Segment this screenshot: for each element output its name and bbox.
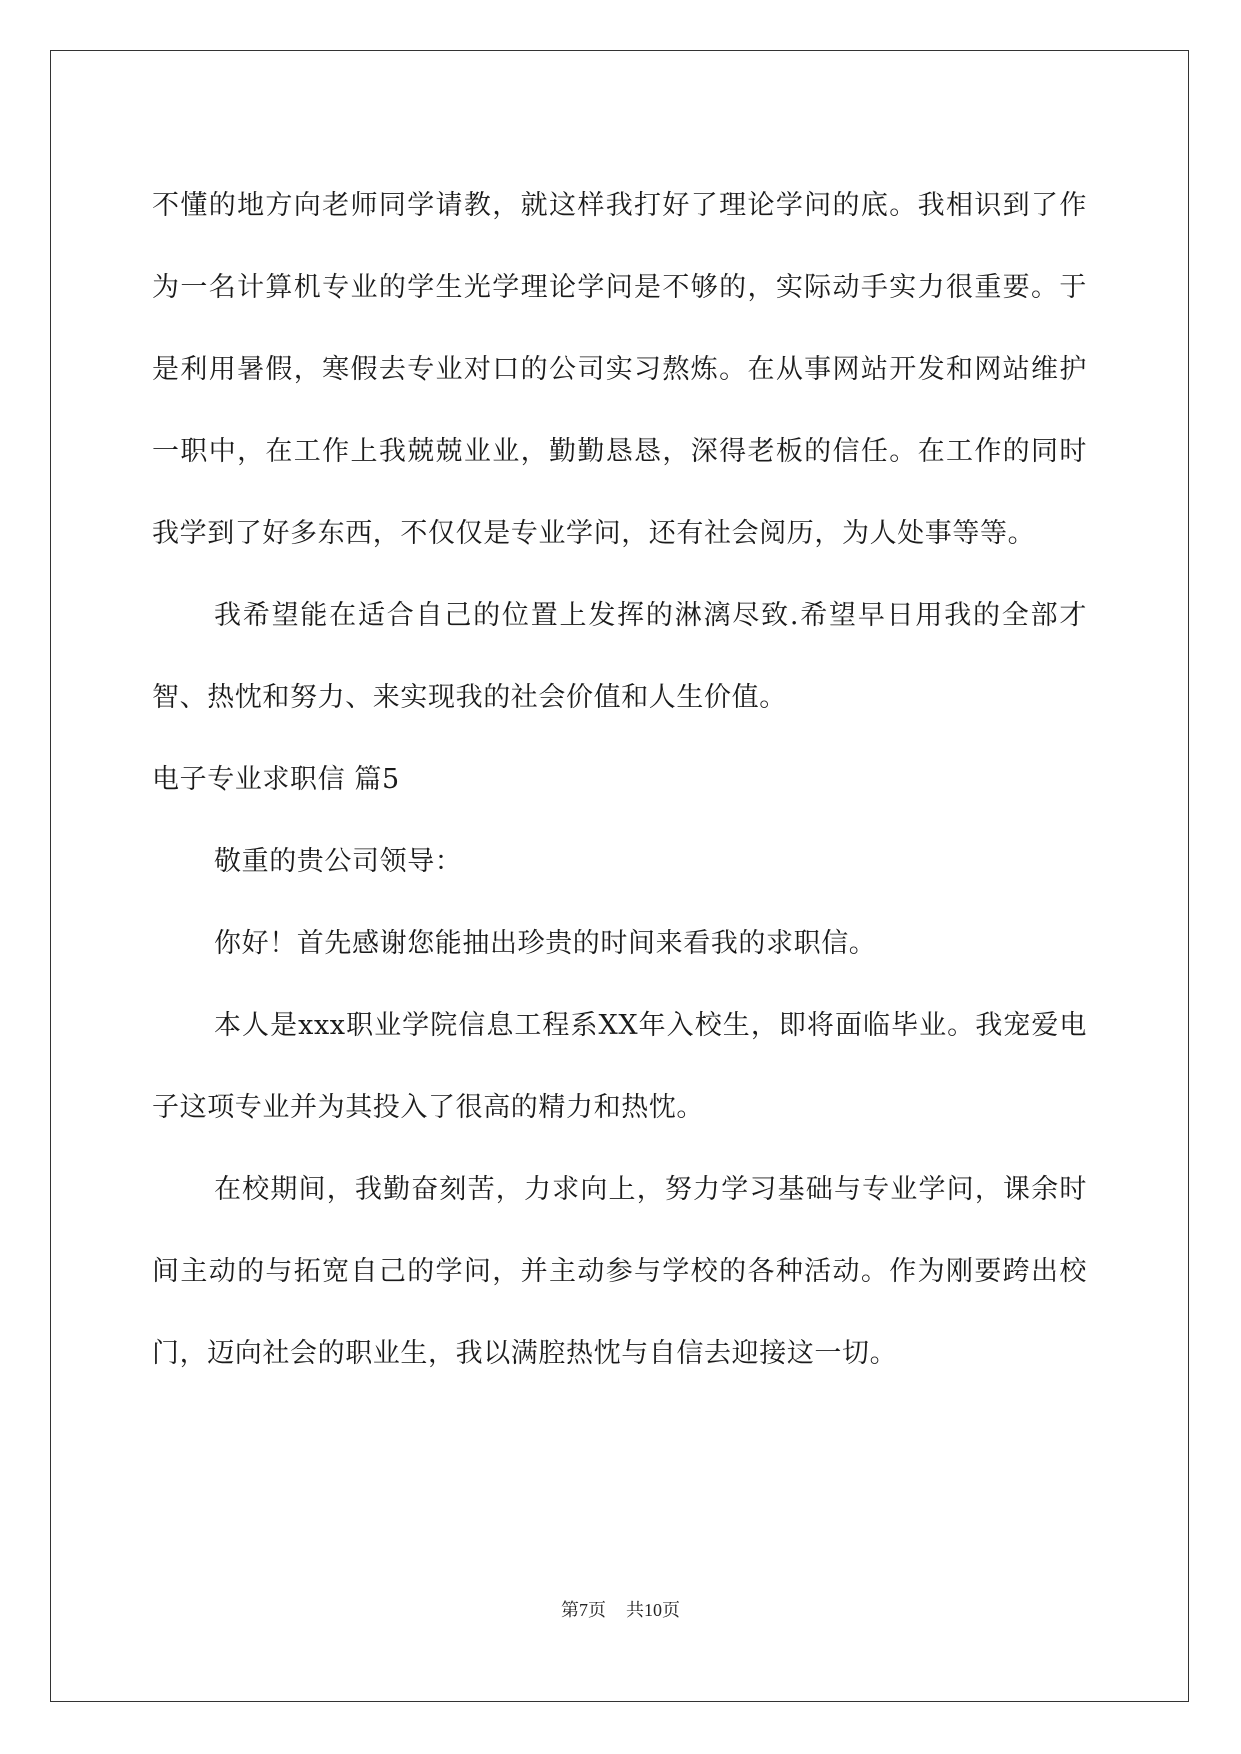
page-footer [0, 1596, 1241, 1622]
paragraph: 本人是xxx职业学院信息工程系XX年入校生，即将面临毕业。我宠爱电子这项专业并为其投入了很高的精力和热忱。 [152, 1010, 1087, 1123]
paragraph: 你好！首先感谢您能抽出珍贵的时间来看我的求职信。 [214, 928, 877, 959]
section-heading: 电子专业求职信 篇5 [152, 764, 400, 795]
salutation: 敬重的贵公司领导： [214, 846, 463, 877]
page-total: 共10页 [626, 1600, 680, 1620]
page-number: 第7页 [561, 1600, 606, 1620]
paragraph: 在校期间，我勤奋刻苦，力求向上，努力学习基础与专业学问，课余时间主动的与拓宽自己的学问，并主动参与学校的各种活动。作为刚要跨出校门，迈向社会的职业生，我以满腔热忱与自信去迎接这一切。 [152, 1174, 1087, 1369]
paragraph: 不懂的地方向老师同学请教，就这样我打好了理论学问的底。我相识到了作为一名计算机专业的学生光学理论学问是不够的，实际动手实力很重要。于是利用暑假，寒假去专业对口的公司实习熬炼。在从事网站开发和网站维护一职中，在工作上我兢兢业业，勤勤恳恳，深得老板的信任。在工作的同时我学到了好多东西，不仅仅是专业学问，还有社会阅历，为人处事等等。 [152, 190, 1087, 549]
paragraph: 我希望能在适合自己的位置上发挥的淋漓尽致.希望早日用我的全部才智、热忱和努力、来实现我的社会价值和人生价值。 [152, 600, 1087, 713]
document-body [152, 165, 1087, 1395]
